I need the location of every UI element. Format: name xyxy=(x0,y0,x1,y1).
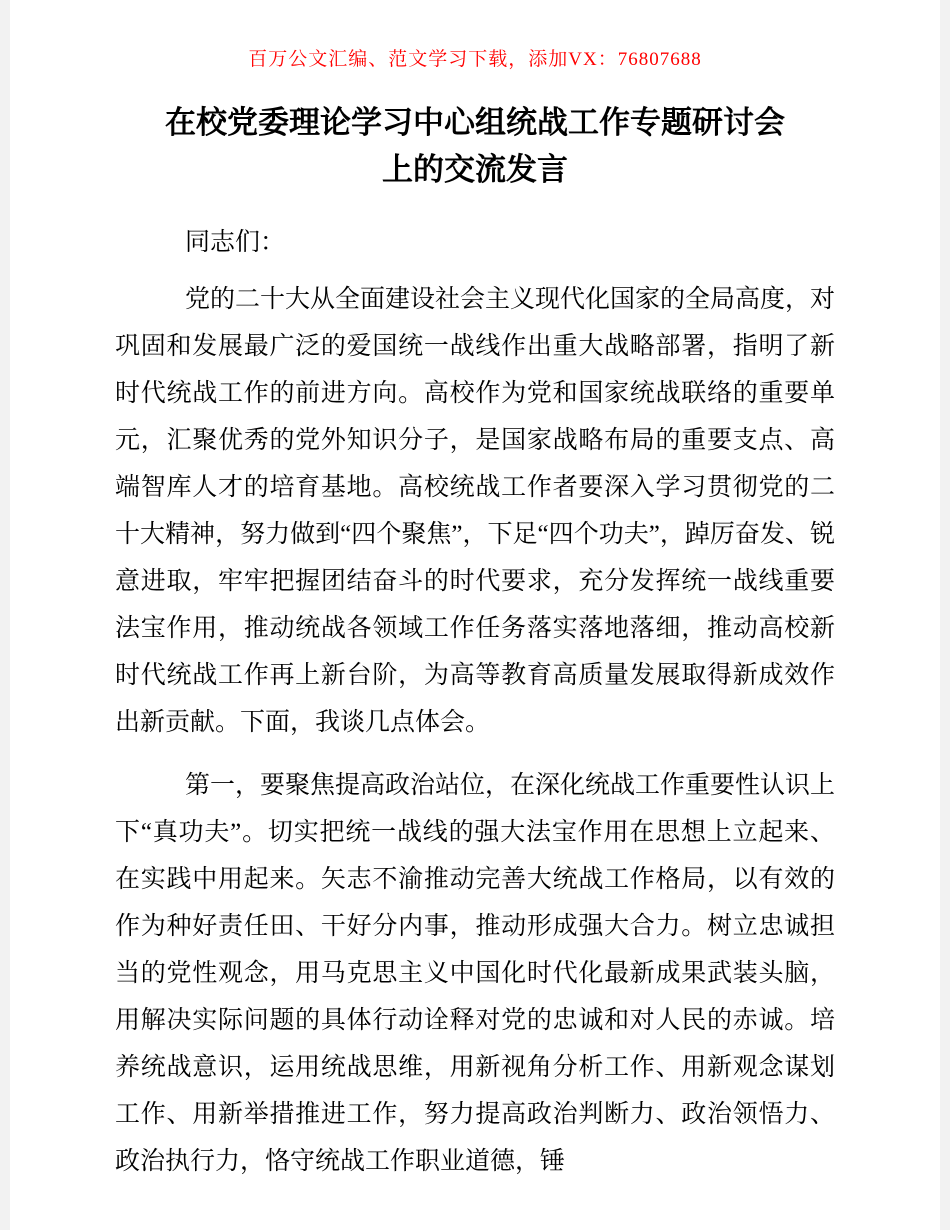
watermark-notice: 百万公文汇编、范文学习下载，添加VX：76807688 xyxy=(248,49,702,70)
body-paragraph-1: 党的二十大从全面建设社会主义现代化国家的全局高度，对巩固和发展最广泛的爱国统一战线作出重大战略部署，指明了新时代统战工作的前进方向。高校作为党和国家统战联络的重要单元，汇聚优秀的党外知识分子，是国家战略布局的重要支点、高端智库人才的培育基地。高校统战工作者要深入学习贯彻党的二十大精神，努力做到“四个聚焦”，下足“四个功夫”，踔厉奋发、锐意进取，牢牢把握团结奋斗的时代要求，充分发挥统一战线重要法宝作用，推动统战各领域工作任务落实落地落细，推动高校新时代统战工作再上新台阶，为高等教育高质量发展取得新成效作出新贡献。下面，我谈几点体会。 xyxy=(115,286,836,736)
salutation: 同志们： xyxy=(185,229,286,256)
page-right-edge xyxy=(940,0,950,1230)
document-title xyxy=(115,99,835,193)
page-left-edge xyxy=(0,0,10,1230)
document-title-line1: 在校党委理论学习中心组统战工作专题研讨会 xyxy=(165,105,785,140)
document-title-line2: 上的交流发言 xyxy=(382,152,568,187)
body-paragraph-2: 第一，要聚焦提高政治站位，在深化统战工作重要性认识上下“真功夫”。切实把统一战线的强大法宝作用在思想上立起来、在实践中用起来。矢志不渝推动完善大统战工作格局，以有效的作为种好责任田、干好分内事，推动形成强大合力。树立忠诚担当的党性观念，用马克思主义中国化时代化最新成果武装头脑，用解决实际问题的具体行动诠释对党的忠诚和对人民的赤诚。培养统战意识，运用统战思维，用新视角分析工作、用新观念谋划工作、用新举措推进工作，努力提高政治判断力、政治领悟力、政治执行力，恪守统战工作职业道德，锤 xyxy=(115,772,836,1175)
